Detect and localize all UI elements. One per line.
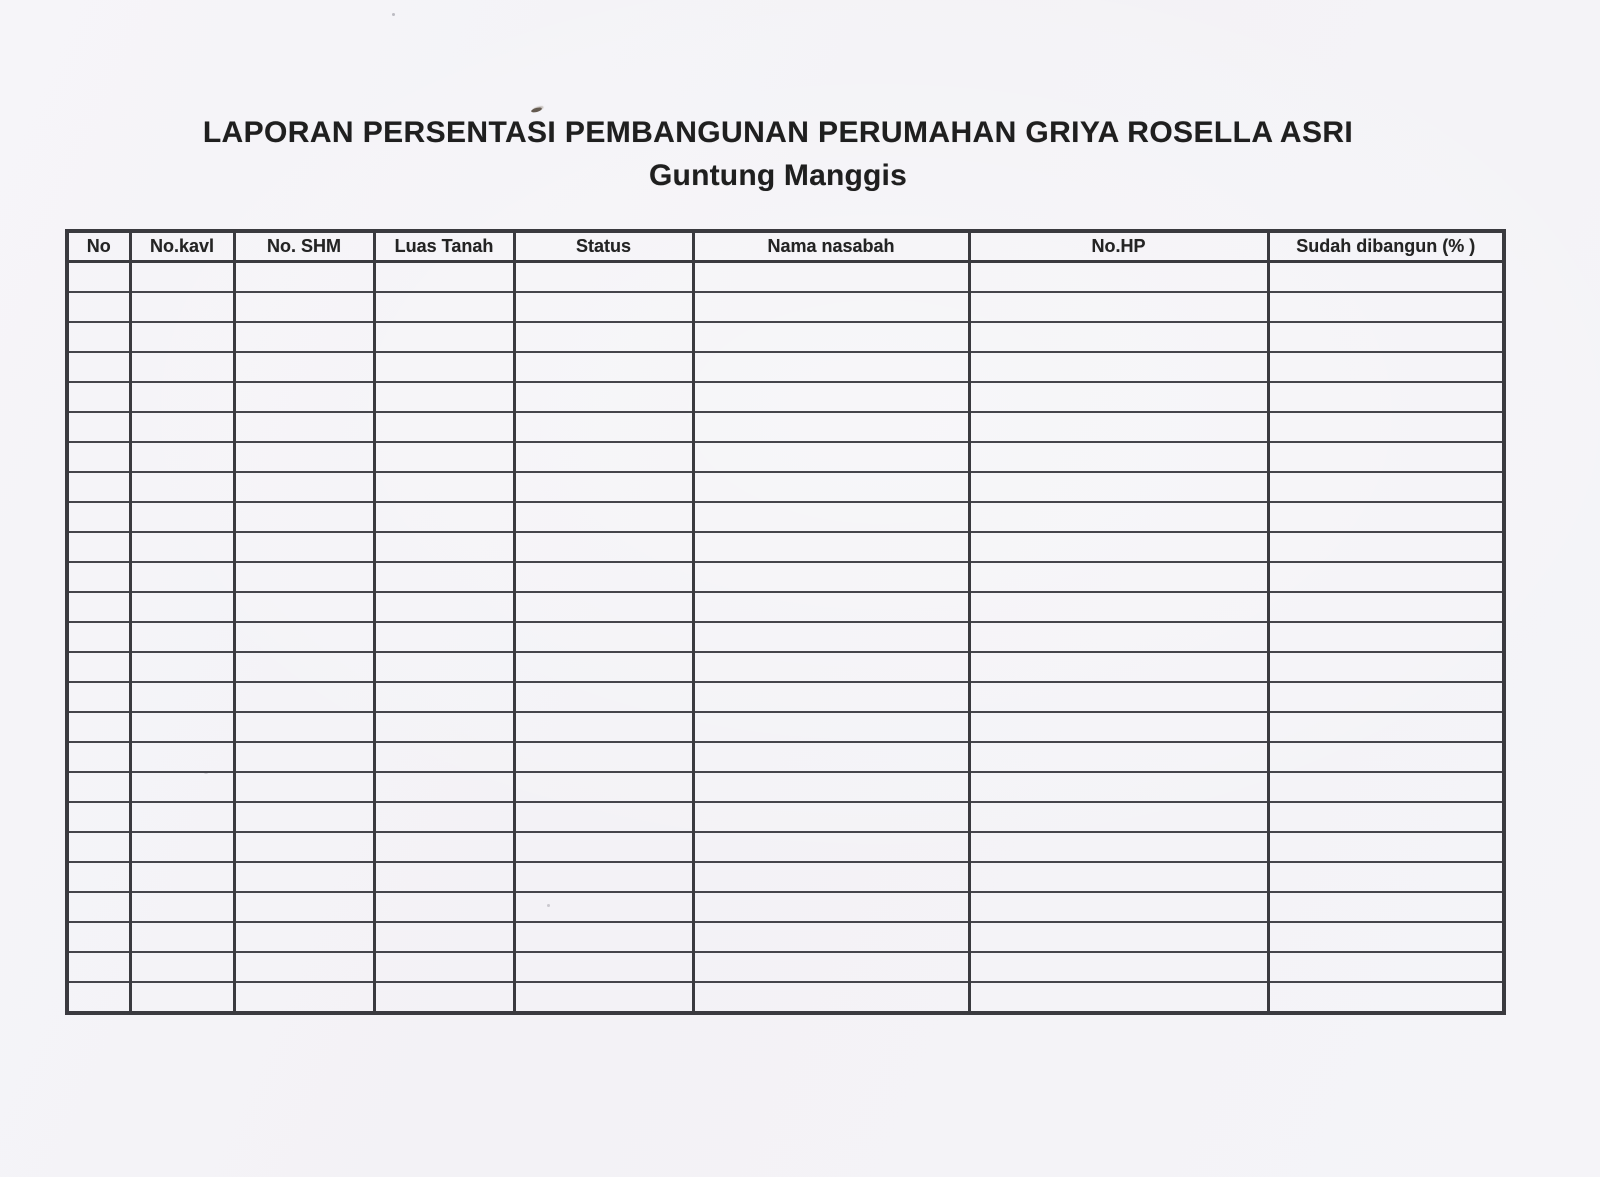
- table-row: [67, 892, 1504, 922]
- table-cell: [234, 382, 374, 412]
- table-cell: [130, 412, 234, 442]
- table-cell: [130, 352, 234, 382]
- table-cell: [234, 892, 374, 922]
- table-cell: [234, 442, 374, 472]
- table-cell: [234, 502, 374, 532]
- table-cell: [374, 652, 514, 682]
- table-cell: [693, 262, 969, 293]
- table-cell: [693, 742, 969, 772]
- table-row: [67, 352, 1504, 382]
- table-cell: [67, 892, 130, 922]
- table-cell: [693, 862, 969, 892]
- table-cell: [693, 412, 969, 442]
- table-cell: [67, 922, 130, 952]
- table-row: [67, 262, 1504, 293]
- table-cell: [234, 862, 374, 892]
- table-cell: [374, 772, 514, 802]
- table-cell: [693, 772, 969, 802]
- table-cell: [514, 262, 693, 293]
- table-cell: [67, 772, 130, 802]
- table-cell: [514, 382, 693, 412]
- table-cell: [234, 922, 374, 952]
- table-cell: [1268, 802, 1504, 832]
- document-subtitle: Guntung Manggis: [649, 159, 907, 192]
- table-cell: [234, 682, 374, 712]
- table-cell: [374, 832, 514, 862]
- table-row: [67, 652, 1504, 682]
- table-cell: [130, 832, 234, 862]
- table-row: [67, 532, 1504, 562]
- table-cell: [130, 772, 234, 802]
- table-cell: [67, 502, 130, 532]
- table-row: [67, 712, 1504, 742]
- table-cell: [130, 502, 234, 532]
- table-cell: [693, 652, 969, 682]
- table-cell: [693, 442, 969, 472]
- table-cell: [693, 832, 969, 862]
- table-row: [67, 772, 1504, 802]
- table-row: [67, 322, 1504, 352]
- table-cell: [234, 712, 374, 742]
- table-cell: [67, 352, 130, 382]
- table-cell: [969, 952, 1268, 982]
- column-header-no: No: [67, 231, 130, 262]
- table-cell: [969, 562, 1268, 592]
- table-row: [67, 382, 1504, 412]
- table-row: [67, 442, 1504, 472]
- table-cell: [1268, 382, 1504, 412]
- table-cell: [969, 502, 1268, 532]
- table-cell: [67, 442, 130, 472]
- table-cell: [693, 802, 969, 832]
- table-cell: [514, 862, 693, 892]
- table-cell: [969, 832, 1268, 862]
- table-cell: [969, 682, 1268, 712]
- table-cell: [130, 922, 234, 952]
- table-cell: [234, 322, 374, 352]
- table-cell: [1268, 682, 1504, 712]
- table-cell: [374, 862, 514, 892]
- table-cell: [514, 832, 693, 862]
- table-cell: [969, 892, 1268, 922]
- table-cell: [130, 532, 234, 562]
- table-row: [67, 832, 1504, 862]
- table-row: [67, 502, 1504, 532]
- table-cell: [1268, 892, 1504, 922]
- table-cell: [693, 622, 969, 652]
- table-cell: [1268, 652, 1504, 682]
- column-header-status: Status: [514, 231, 693, 262]
- table-cell: [67, 412, 130, 442]
- table-cell: [67, 562, 130, 592]
- column-header-nama-nasabah: Nama nasabah: [693, 231, 969, 262]
- table-cell: [514, 772, 693, 802]
- table-cell: [67, 322, 130, 352]
- table-row: [67, 922, 1504, 952]
- table-cell: [514, 442, 693, 472]
- table-cell: [1268, 322, 1504, 352]
- column-header-luas-tanah: Luas Tanah: [374, 231, 514, 262]
- column-header-no-shm: No. SHM: [234, 231, 374, 262]
- table-cell: [514, 982, 693, 1013]
- table-cell: [693, 952, 969, 982]
- table-cell: [693, 982, 969, 1013]
- table-cell: [1268, 712, 1504, 742]
- table-cell: [234, 352, 374, 382]
- table-cell: [1268, 742, 1504, 772]
- table-cell: [130, 382, 234, 412]
- table-cell: [67, 682, 130, 712]
- table-cell: [1268, 472, 1504, 502]
- table-cell: [1268, 532, 1504, 562]
- table-cell: [130, 322, 234, 352]
- table-cell: [1268, 982, 1504, 1013]
- table-cell: [67, 382, 130, 412]
- table-cell: [969, 532, 1268, 562]
- table-row: [67, 982, 1504, 1013]
- table-cell: [693, 502, 969, 532]
- table-cell: [67, 742, 130, 772]
- scan-speck: [392, 13, 395, 16]
- table-cell: [1268, 622, 1504, 652]
- table-cell: [234, 802, 374, 832]
- table-cell: [234, 652, 374, 682]
- table-cell: [374, 562, 514, 592]
- table-row: [67, 952, 1504, 982]
- table-cell: [374, 952, 514, 982]
- table-row: [67, 802, 1504, 832]
- table-cell: [1268, 292, 1504, 322]
- table-cell: [67, 982, 130, 1013]
- table-cell: [1268, 352, 1504, 382]
- table-cell: [693, 892, 969, 922]
- column-header-no-hp: No.HP: [969, 231, 1268, 262]
- table-cell: [374, 682, 514, 712]
- table-cell: [514, 562, 693, 592]
- table-cell: [374, 892, 514, 922]
- table-cell: [374, 382, 514, 412]
- table-body: [67, 262, 1504, 1014]
- table-cell: [969, 742, 1268, 772]
- table-cell: [130, 292, 234, 322]
- table-cell: [693, 712, 969, 742]
- table-cell: [374, 472, 514, 502]
- table-cell: [514, 952, 693, 982]
- table-cell: [130, 652, 234, 682]
- table-cell: [693, 532, 969, 562]
- table-cell: [969, 862, 1268, 892]
- table-cell: [1268, 412, 1504, 442]
- table-cell: [234, 262, 374, 293]
- table-cell: [130, 682, 234, 712]
- table-row: [67, 592, 1504, 622]
- table-cell: [234, 982, 374, 1013]
- table-cell: [130, 892, 234, 922]
- table-cell: [67, 592, 130, 622]
- table-cell: [693, 922, 969, 952]
- table-cell: [130, 712, 234, 742]
- table-cell: [374, 292, 514, 322]
- table-cell: [514, 472, 693, 502]
- report-table: [65, 229, 1506, 1015]
- table-cell: [67, 862, 130, 892]
- table-cell: [693, 322, 969, 352]
- table-cell: [234, 832, 374, 862]
- table-cell: [969, 772, 1268, 802]
- table-cell: [234, 292, 374, 322]
- table-cell: [374, 352, 514, 382]
- table-cell: [969, 592, 1268, 622]
- table-cell: [374, 802, 514, 832]
- table-cell: [514, 592, 693, 622]
- table-cell: [374, 622, 514, 652]
- table-cell: [969, 622, 1268, 652]
- table-row: [67, 862, 1504, 892]
- table-cell: [514, 352, 693, 382]
- table-cell: [234, 412, 374, 442]
- table-cell: [374, 742, 514, 772]
- table-cell: [67, 472, 130, 502]
- table-row: [67, 562, 1504, 592]
- table-cell: [130, 262, 234, 293]
- table-cell: [1268, 922, 1504, 952]
- table-cell: [234, 742, 374, 772]
- table-cell: [374, 922, 514, 952]
- table-cell: [67, 802, 130, 832]
- table-cell: [130, 472, 234, 502]
- table-cell: [693, 592, 969, 622]
- table-row: [67, 472, 1504, 502]
- table-cell: [514, 742, 693, 772]
- table-cell: [234, 562, 374, 592]
- table-cell: [67, 622, 130, 652]
- table-row: [67, 742, 1504, 772]
- table-cell: [67, 652, 130, 682]
- table-cell: [969, 292, 1268, 322]
- scan-smudge: [531, 107, 543, 114]
- table-row: [67, 292, 1504, 322]
- document-header: [0, 114, 1578, 194]
- table-cell: [514, 532, 693, 562]
- table-cell: [1268, 562, 1504, 592]
- table-cell: [1268, 262, 1504, 293]
- table-cell: [514, 322, 693, 352]
- table-cell: [514, 712, 693, 742]
- table-cell: [1268, 502, 1504, 532]
- table-cell: [130, 592, 234, 622]
- table-cell: [234, 622, 374, 652]
- table-cell: [234, 592, 374, 622]
- table-row: [67, 412, 1504, 442]
- table-cell: [234, 532, 374, 562]
- table-cell: [234, 952, 374, 982]
- table-cell: [514, 892, 693, 922]
- table-cell: [693, 292, 969, 322]
- table-row: [67, 622, 1504, 652]
- table-cell: [130, 982, 234, 1013]
- table-cell: [969, 982, 1268, 1013]
- table-header-row: [67, 231, 1504, 262]
- table-row: [67, 682, 1504, 712]
- table-cell: [1268, 442, 1504, 472]
- table-cell: [969, 922, 1268, 952]
- table-cell: [67, 712, 130, 742]
- table-cell: [130, 622, 234, 652]
- table-cell: [130, 742, 234, 772]
- table-cell: [514, 682, 693, 712]
- table-cell: [969, 712, 1268, 742]
- table-cell: [693, 352, 969, 382]
- table-cell: [234, 472, 374, 502]
- table-cell: [130, 562, 234, 592]
- table-cell: [969, 352, 1268, 382]
- table-cell: [693, 562, 969, 592]
- table-cell: [514, 292, 693, 322]
- table-cell: [514, 802, 693, 832]
- table-cell: [969, 472, 1268, 502]
- table-cell: [374, 262, 514, 293]
- table-cell: [374, 322, 514, 352]
- table-cell: [374, 592, 514, 622]
- table-cell: [374, 502, 514, 532]
- column-header-no-kavl: No.kavl: [130, 231, 234, 262]
- table-cell: [969, 382, 1268, 412]
- table-cell: [969, 442, 1268, 472]
- table-cell: [374, 442, 514, 472]
- table-cell: [374, 412, 514, 442]
- table-cell: [969, 652, 1268, 682]
- table-cell: [969, 262, 1268, 293]
- table-cell: [374, 532, 514, 562]
- table-cell: [67, 262, 130, 293]
- table-cell: [969, 412, 1268, 442]
- table-cell: [514, 502, 693, 532]
- table-cell: [514, 412, 693, 442]
- table-cell: [130, 952, 234, 982]
- table-cell: [67, 952, 130, 982]
- table-cell: [1268, 862, 1504, 892]
- table-cell: [1268, 592, 1504, 622]
- table-cell: [693, 382, 969, 412]
- table-cell: [1268, 952, 1504, 982]
- table-cell: [1268, 772, 1504, 802]
- table-cell: [234, 772, 374, 802]
- column-header-sudah-dibangun: Sudah dibangun (% ): [1268, 231, 1504, 262]
- table-cell: [130, 862, 234, 892]
- table-cell: [693, 472, 969, 502]
- table-cell: [514, 622, 693, 652]
- table-cell: [67, 532, 130, 562]
- table-cell: [67, 292, 130, 322]
- table-cell: [514, 922, 693, 952]
- table-cell: [130, 802, 234, 832]
- table-cell: [374, 982, 514, 1013]
- table-cell: [67, 832, 130, 862]
- table-cell: [130, 442, 234, 472]
- table-cell: [969, 802, 1268, 832]
- table-cell: [693, 682, 969, 712]
- table-cell: [374, 712, 514, 742]
- document-title: LAPORAN PERSENTASI PEMBANGUNAN PERUMAHAN GRIYA ROSELLA ASRI: [202, 116, 1354, 149]
- table-cell: [514, 652, 693, 682]
- table-cell: [1268, 832, 1504, 862]
- table-cell: [969, 322, 1268, 352]
